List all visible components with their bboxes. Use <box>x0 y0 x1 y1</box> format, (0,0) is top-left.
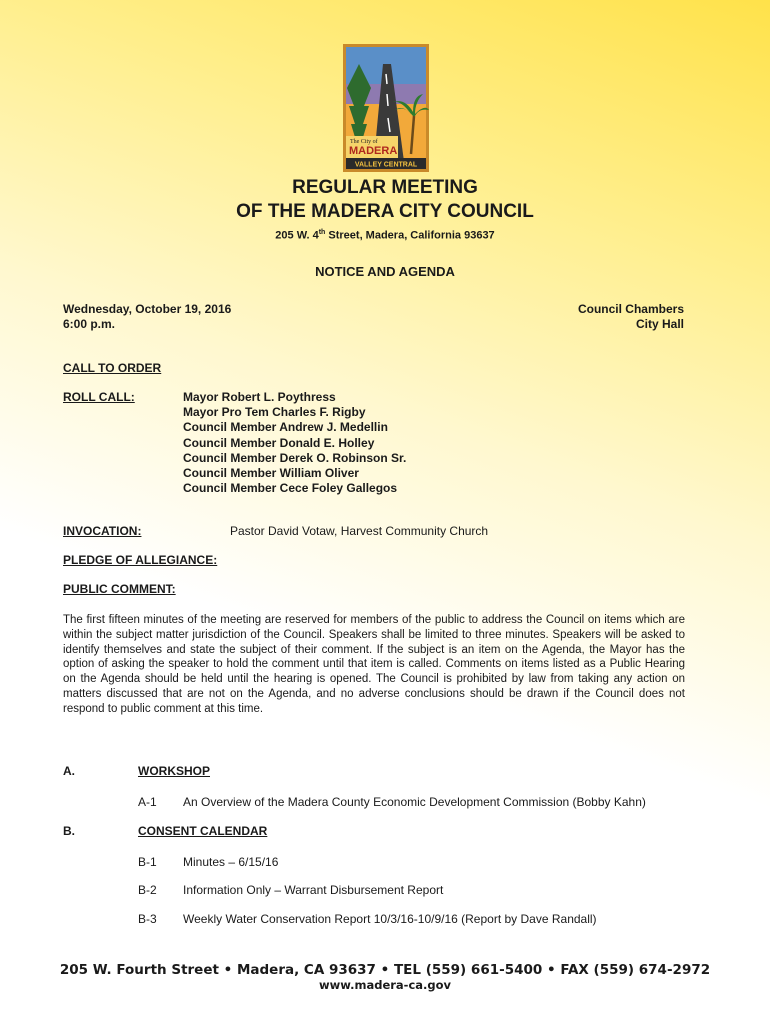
public-comment-heading: PUBLIC COMMENT: <box>63 582 176 596</box>
invocation-text: Pastor David Votaw, Harvest Community Church <box>230 524 489 538</box>
meeting-date-time <box>63 302 231 332</box>
logo-text-valley-central: VALLEY CENTRAL <box>354 161 418 169</box>
notice-and-agenda-heading: NOTICE AND AGENDA <box>315 264 455 279</box>
item-text: Weekly Water Conservation Report 10/3/16-10/9/16 (Report by Dave Randall) <box>183 912 597 926</box>
meeting-title-line1: REGULAR MEETING <box>292 177 478 198</box>
roll-call-label: ROLL CALL: <box>63 390 135 404</box>
roll-call-members <box>183 390 406 496</box>
logo-text-city-of: The City of <box>350 139 378 145</box>
meeting-time: 6:00 p.m. <box>63 317 116 331</box>
roll-call-member: Council Member William Oliver <box>183 466 359 481</box>
roll-call-member: Council Member Cece Foley Gallegos <box>183 481 398 496</box>
item-number: B-2 <box>138 883 157 897</box>
roll-call-member: Council Member Donald E. Holley <box>183 435 375 450</box>
city-of-madera-logo <box>343 44 429 172</box>
footer-website-link[interactable]: www.madera-ca.gov <box>318 978 452 992</box>
meeting-address: 205 W. 4th Street, Madera, California 93637 <box>275 229 495 242</box>
item-number: B-3 <box>138 912 157 926</box>
meeting-title-line2: OF THE MADERA CITY COUNCIL <box>236 201 534 222</box>
meeting-location <box>578 302 684 332</box>
footer-contact: 205 W. Fourth Street • Madera, CA 93637 • TEL (559) 661-5400 • FAX (559) 674-2972 <box>59 962 711 978</box>
public-comment-text: The first fifteen minutes of the meeting are reserved for members of the public to address the Council on items which are within the subject matter jurisdiction of the Council. Speakers shall be limited to three minutes. Speakers will be asked to identify themselves and state the subject of their comment. If the subject is an item on the Agenda, the Mayor has the option of asking the speaker to hold the comment until that item is called. Comments on items listed as a Public Hearing on the Agenda should be held until the hearing is opened. The Council is prohibited by law from taking any action on matters discussed that are not on the Agenda, and no adverse conclusions should be drawn if the Council does not respond to public comment at this time. <box>63 614 685 715</box>
pledge-heading: PLEDGE OF ALLEGIANCE: <box>63 553 218 567</box>
section-b-title: CONSENT CALENDAR <box>138 824 268 838</box>
roll-call-member: Council Member Derek O. Robinson Sr. <box>183 450 407 465</box>
call-to-order-heading: CALL TO ORDER <box>63 361 162 375</box>
logo-text-madera: MADERA <box>349 145 398 157</box>
roll-call-member: Council Member Andrew J. Medellin <box>183 420 388 435</box>
item-number: B-1 <box>138 855 157 869</box>
item-text: An Overview of the Madera County Economic Development Commission (Bobby Kahn) <box>183 795 646 809</box>
item-text: Minutes – 6/15/16 <box>183 855 279 869</box>
location-city-hall: City Hall <box>635 317 684 331</box>
invocation-label: INVOCATION: <box>63 524 142 538</box>
roll-call-member: Mayor Pro Tem Charles F. Rigby <box>183 405 366 420</box>
meeting-date: Wednesday, October 19, 2016 <box>63 302 232 316</box>
item-number: A-1 <box>138 795 157 809</box>
section-a-title: WORKSHOP <box>138 764 210 778</box>
roll-call-member: Mayor Robert L. Poythress <box>183 390 336 404</box>
section-b-letter: B. <box>63 824 75 838</box>
section-a-letter: A. <box>63 764 75 778</box>
location-council-chambers: Council Chambers <box>577 302 684 316</box>
item-text: Information Only – Warrant Disbursement Report <box>183 883 444 897</box>
